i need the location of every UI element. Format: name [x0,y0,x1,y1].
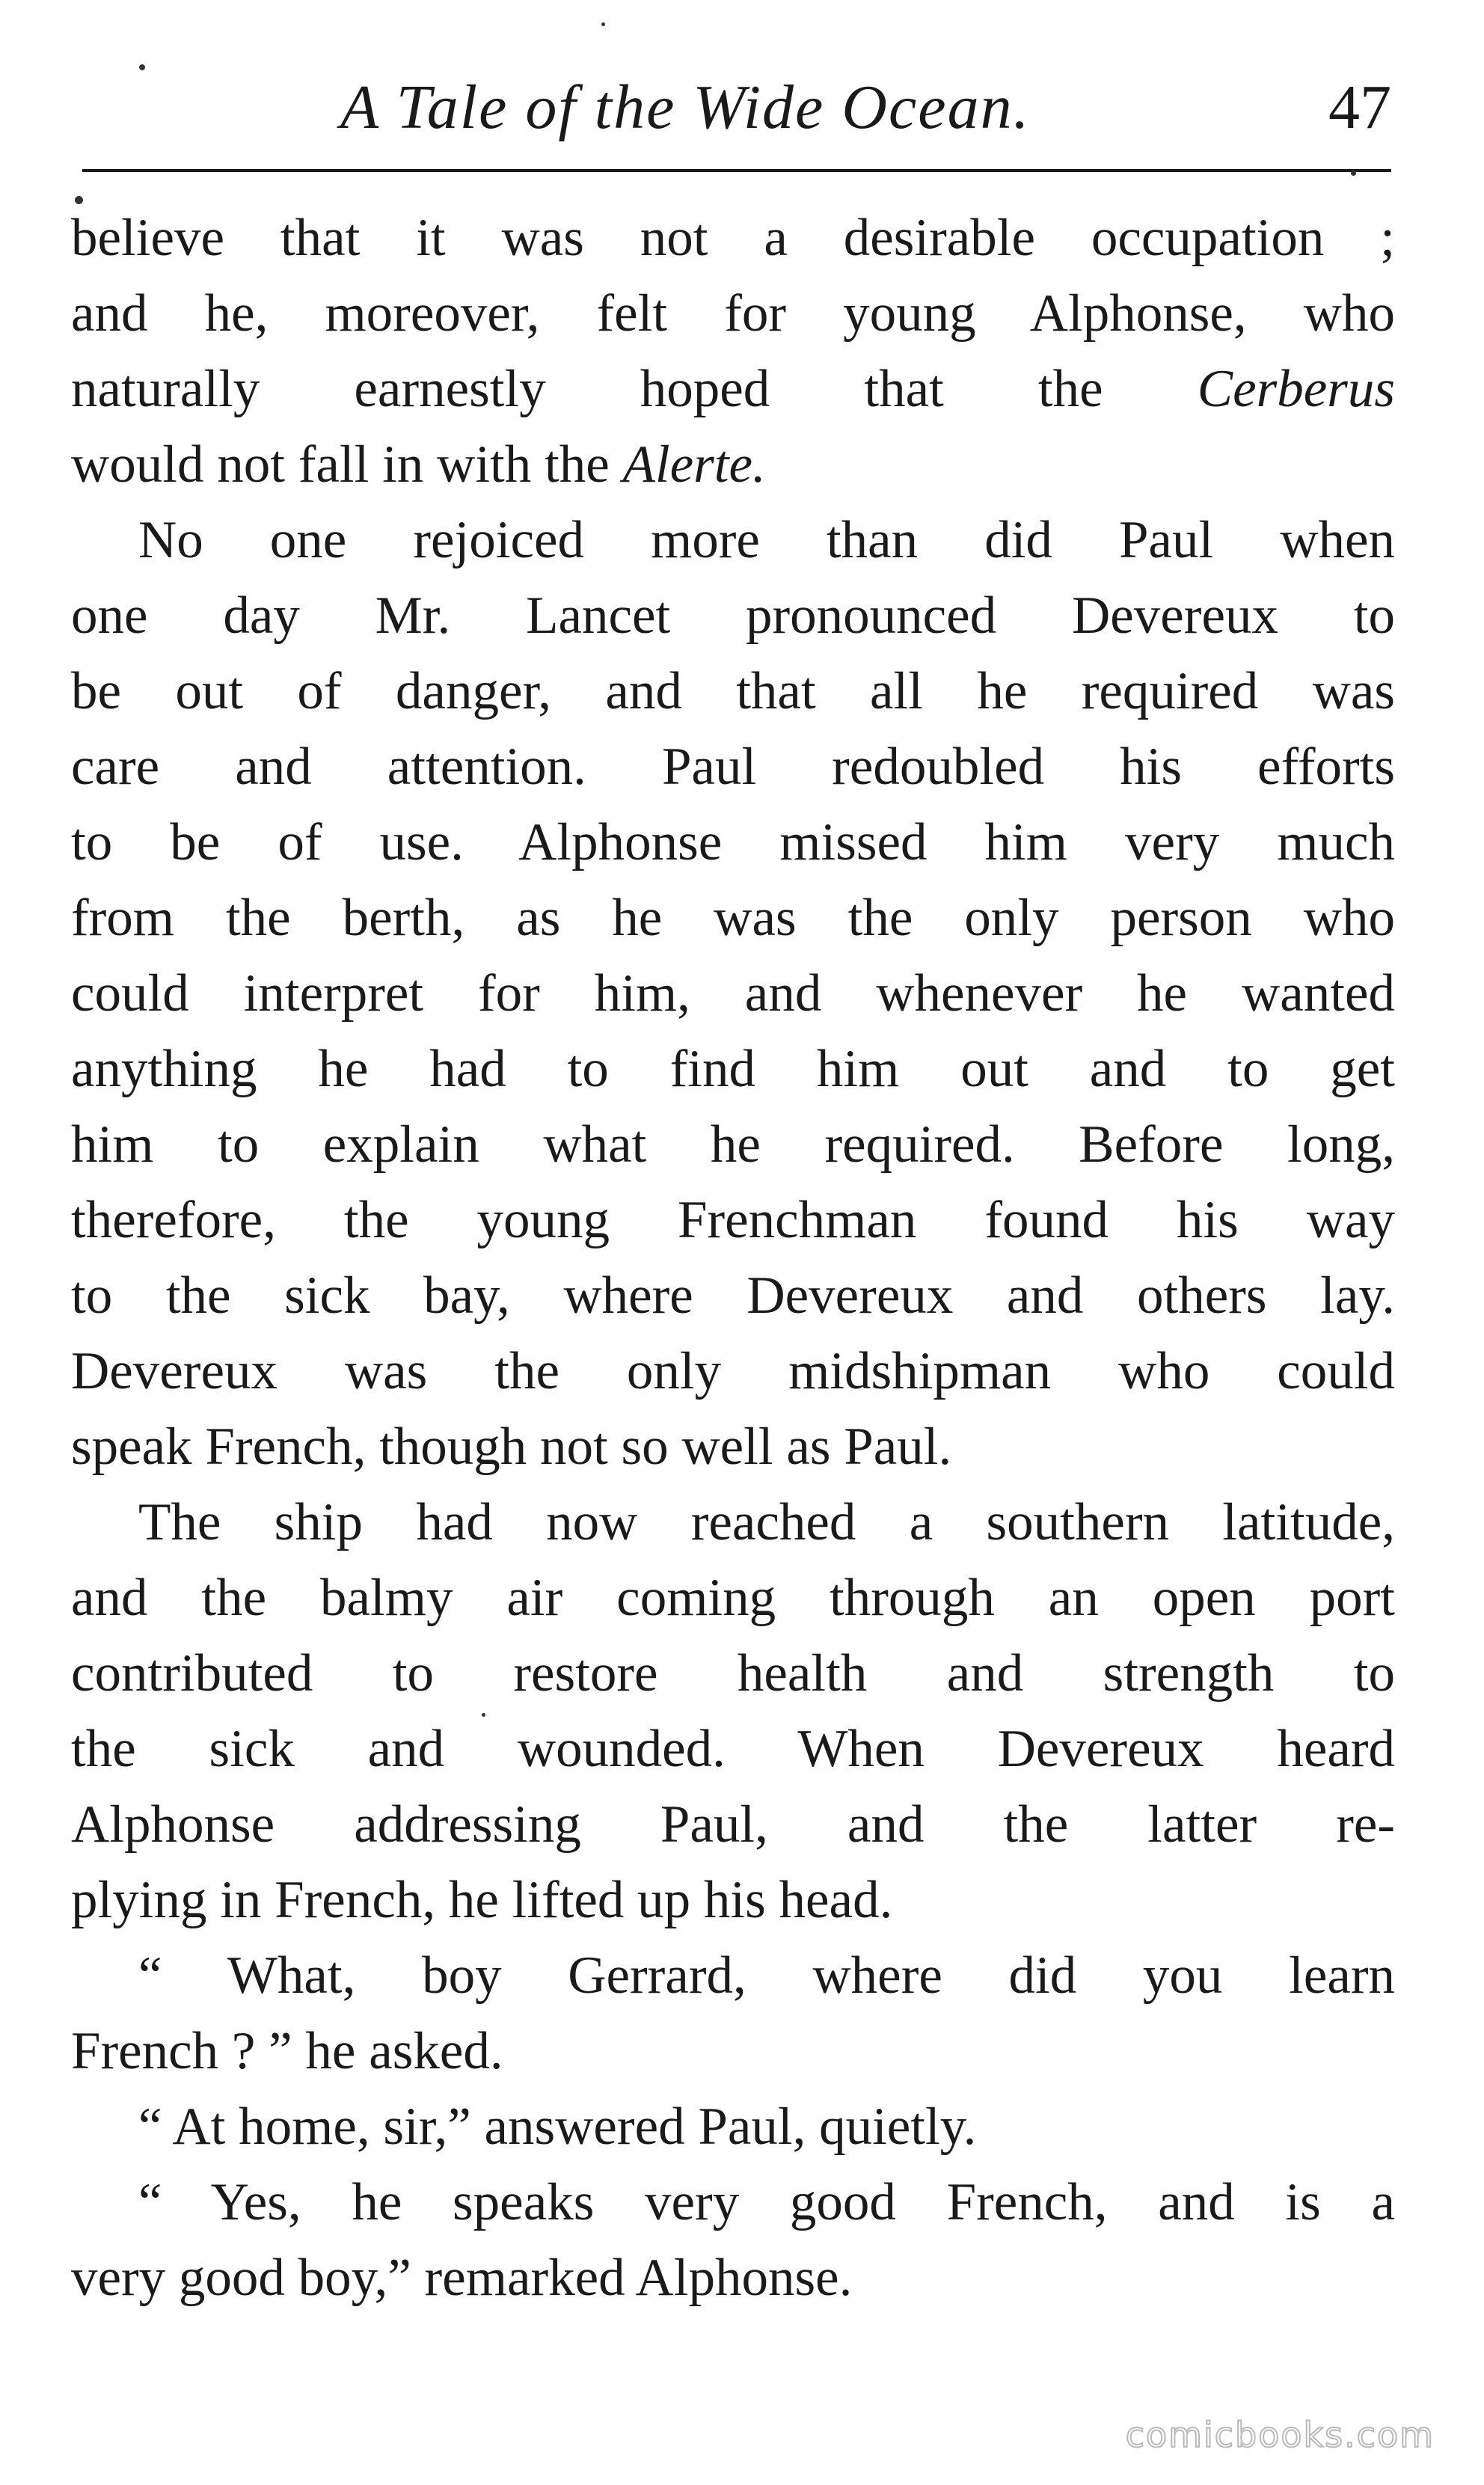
text-line: from the berth, as he was the only person who [71,889,1395,947]
paragraph [71,2165,1395,2316]
text-line: “ At home, sir,” answered Paul, quietly. [138,2098,977,2156]
print-speck [1351,171,1356,176]
text-line: the sick and wounded. When Devereux heard [71,1720,1395,1778]
body-text [71,200,1395,2316]
text-line: therefore, the young Frenchman found his way [71,1191,1395,1249]
text-line: contributed to restore health and strength to [71,1644,1395,1703]
italic-text: Cerberus [1197,360,1395,418]
text-run: naturally earnestly hoped that the [71,360,1198,418]
print-speck [75,196,83,204]
text-line: Devereux was the only midshipman who could [71,1342,1395,1400]
text-line: speak French, though not so well as Paul. [71,1418,952,1476]
text-line: to be of use. Alphonse missed him very much [71,813,1395,871]
text-line: Alphonse addressing Paul, and the latter re- [71,1795,1395,1854]
print-speck [139,64,145,70]
paragraph [71,1938,1395,2089]
paragraph [71,200,1395,503]
header-rule [82,169,1391,172]
running-header [75,71,1391,161]
text-line: very good boy,” remarked Alphonse. [71,2249,853,2307]
text-line: “ What, boy Gerrard, where did you learn [138,1946,1395,2005]
text-line [71,427,1395,503]
print-speck [601,22,605,26]
text-line: care and attention. Paul redoubled his efforts [71,738,1395,796]
text-line: one day Mr. Lancet pronounced Devereux to [71,586,1395,645]
text-line [71,352,1395,427]
page-number: 47 [1328,73,1391,142]
text-line: could interpret for him, and whenever he wanted [71,964,1395,1023]
text-line: and the balmy air coming through an open port [71,1569,1395,1627]
text-line: him to explain what he required. Before long, [71,1115,1395,1174]
paragraph [71,2089,1395,2165]
text-line: “ Yes, he speaks very good French, and is a [138,2173,1395,2231]
text-line: anything he had to find him out and to get [71,1040,1395,1098]
text-run: would not fall in with the [71,435,623,494]
paragraph [71,503,1395,1485]
text-line: French ? ” he asked. [71,2022,503,2080]
text-line: to the sick bay, where Devereux and others lay. [71,1266,1395,1325]
text-line: The ship had now reached a southern latitude, [138,1493,1395,1551]
italic-text: Alerte. [622,435,766,494]
text-line: believe that it was not a desirable occupation ; [71,209,1395,267]
print-speck [482,1713,485,1717]
watermark: comicbooks.com [1125,2415,1435,2455]
text-line: No one rejoiced more than did Paul when [138,511,1395,569]
running-title: A Tale of the Wide Ocean. [340,73,1031,142]
text-line: plying in French, he lifted up his head. [71,1871,893,1929]
text-line: and he, moreover, felt for young Alphonse, who [71,284,1395,343]
paragraph [71,1485,1395,1938]
text-line: be out of danger, and that all he required was [71,662,1395,720]
